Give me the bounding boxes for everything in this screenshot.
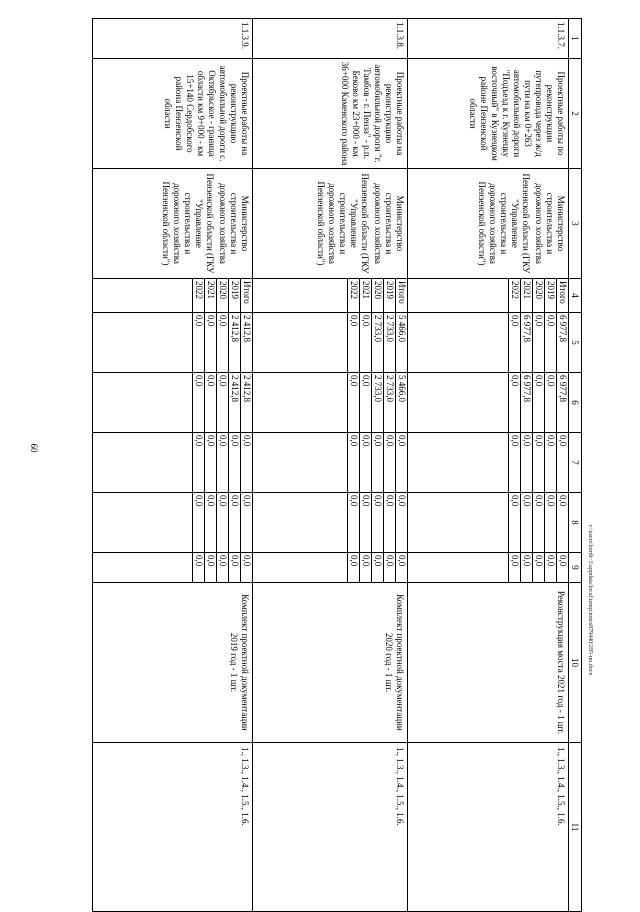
row-code: 1.1.3.9. [93,19,253,59]
column-header-5: 5 [569,313,582,373]
federal-budget-cell-value: 0,0 [384,433,396,492]
year-cell [408,279,569,313]
regional-budget-cell-value: 0,0 [205,373,217,432]
total-funding-cell-list [508,313,568,372]
other-sources-cell-value: 0,0 [360,553,372,582]
year-cell [253,279,408,313]
executor-institution: Пензенской области (ГКУ "Управление строительства и дорожного хозяйства Пензенской области") [316,173,370,274]
year-cell-value: 2019 [384,279,396,312]
executor-ministry: Министерство строительства и дорожного хозяйства [534,183,566,264]
total-funding-cell [253,313,408,373]
expected-result: Комплект проектной документации 2019 год - 1 шт. [93,583,253,743]
table-row [253,19,408,912]
local-budget-cell [408,493,569,553]
local-budget-cell-list [508,493,568,552]
other-sources-cell-value: 0,0 [205,553,217,582]
regional-budget-cell-list [508,373,568,432]
year-cell-value: Итого [557,279,569,312]
federal-budget-cell-value: 0,0 [217,433,229,492]
column-header-2: 2 [569,59,582,169]
total-funding-cell-value: 0,0 [545,313,557,372]
total-funding-cell-value: 0,0 [193,313,205,372]
year-cell-value: 2019 [229,279,241,312]
regional-budget-cell-value: 0,0 [545,373,557,432]
regional-budget-cell-list [347,373,407,432]
year-cell-value: 2022 [348,279,360,312]
program-table [92,18,582,912]
executor-institution: Пензенской области (ГКУ "Управление строительства и дорожного хозяйства Пензенской области") [161,173,215,274]
regional-budget-cell-value: 0,0 [217,373,229,432]
total-funding-cell-value: 0,0 [360,313,372,372]
total-funding-cell-value: 6 977,8 [521,313,533,372]
column-header-9: 9 [569,553,582,583]
federal-budget-cell-value: 0,0 [557,433,569,492]
local-budget-cell-value: 0,0 [521,493,533,552]
local-budget-cell-value: 0,0 [545,493,557,552]
other-sources-cell-value: 0,0 [384,553,396,582]
regional-budget-cell-value: 6 977,8 [521,373,533,432]
total-funding-cell-value: 2 733,0 [384,313,396,372]
regional-budget-cell [408,373,569,433]
regional-budget-cell-value: 0,0 [509,373,521,432]
regional-budget-cell-value: 0,0 [193,373,205,432]
work-name: Проектные работы на реконструкцию автомобильной дороги с. Октябрьское - граница области км 9+000 - км 15+140 Сердобского района Пензенской области [93,59,253,169]
table-container [94,18,582,911]
page-number: 60 [29,443,39,453]
other-sources-cell [93,553,253,583]
federal-budget-cell-value: 0,0 [193,433,205,492]
other-sources-cell-value: 0,0 [521,553,533,582]
other-sources-cell-value: 0,0 [229,553,241,582]
total-funding-cell-value: 0,0 [509,313,521,372]
total-funding-cell-value: 0,0 [217,313,229,372]
federal-budget-cell [408,433,569,493]
local-budget-cell-list [347,493,407,552]
footer-file-path: c:\users\bordi~1\appdata\local\temp\notes879440\295-пп.docx [587,524,593,676]
local-budget-cell-value: 0,0 [396,493,408,552]
column-header-6: 6 [569,373,582,433]
work-name: Проектные работы по реконструкции путепровода через ж/д пути на км 0+263 автомобильной дороги "Подъезд к г. Кузнецку восточный" в Кузнецком районе Пензенской области [408,59,569,169]
table-row [93,19,253,912]
column-header-11: 11 [569,743,582,912]
other-sources-cell-value: 0,0 [372,553,384,582]
other-sources-cell-value: 0,0 [557,553,569,582]
regional-budget-cell-value: 5 466,0 [396,373,408,432]
year-cell-list [347,279,407,312]
row-code: 1.1.3.7. [408,19,569,59]
expected-result: Комплект проектной документации 2020 год - 1 шт. [253,583,408,743]
federal-budget-cell-value: 0,0 [360,433,372,492]
executor-cell [93,169,253,279]
local-budget-cell-value: 0,0 [205,493,217,552]
federal-budget-cell-value: 0,0 [241,433,253,492]
column-header-3: 3 [569,169,582,279]
indicator-numbers: 1., 1.3., 1.4., 1.5., 1.6. [253,743,408,912]
executor-cell [408,169,569,279]
federal-budget-cell-value: 0,0 [521,433,533,492]
federal-budget-cell-value: 0,0 [396,433,408,492]
total-funding-cell-value: 0,0 [348,313,360,372]
regional-budget-cell-value: 2 733,0 [372,373,384,432]
header-row [569,19,582,912]
local-budget-cell-value: 0,0 [193,493,205,552]
total-funding-cell-value: 0,0 [205,313,217,372]
local-budget-cell-value: 0,0 [557,493,569,552]
total-funding-cell-value: 2 412,8 [229,313,241,372]
year-cell-value: 2022 [193,279,205,312]
local-budget-cell-value: 0,0 [509,493,521,552]
column-header-7: 7 [569,433,582,493]
executor-ministry: Министерство строительства и дорожного хозяйства [373,183,405,264]
total-funding-cell-value: 2 733,0 [372,313,384,372]
regional-budget-cell-value: 6 977,8 [557,373,569,432]
other-sources-cell-value: 0,0 [533,553,545,582]
column-header-1: 1 [569,19,582,59]
column-header-8: 8 [569,493,582,553]
local-budget-cell-value: 0,0 [384,493,396,552]
local-budget-cell-list [192,493,252,552]
federal-budget-cell-value: 0,0 [348,433,360,492]
column-header-10: 10 [569,583,582,743]
year-cell-value: Итого [396,279,408,312]
year-cell-value: 2021 [360,279,372,312]
regional-budget-cell-value: 2 412,8 [241,373,253,432]
total-funding-cell [93,313,253,373]
other-sources-cell [408,553,569,583]
year-cell-list [192,279,252,312]
regional-budget-cell-list [192,373,252,432]
year-cell-list [508,279,568,312]
other-sources-cell-list [508,553,568,582]
total-funding-cell-value: 6 977,8 [557,313,569,372]
expected-result: Реконструкция моста 2021 год - 1 шт. [408,583,569,743]
year-cell-value: 2020 [217,279,229,312]
regional-budget-cell-value: 0,0 [360,373,372,432]
regional-budget-cell [253,373,408,433]
federal-budget-cell-list [347,433,407,492]
regional-budget-cell-value: 2 412,8 [229,373,241,432]
federal-budget-cell-value: 0,0 [533,433,545,492]
local-budget-cell [253,493,408,553]
local-budget-cell-value: 0,0 [348,493,360,552]
federal-budget-cell [93,433,253,493]
federal-budget-cell-value: 0,0 [545,433,557,492]
federal-budget-cell-value: 0,0 [229,433,241,492]
other-sources-cell-value: 0,0 [241,553,253,582]
executor-institution: Пензенской области (ГКУ "Управление строительства и дорожного хозяйства Пензенской области") [477,173,531,274]
local-budget-cell-value: 0,0 [360,493,372,552]
year-cell [93,279,253,313]
executor-ministry: Министерство строительства и дорожного хозяйства [218,183,250,264]
other-sources-cell-value: 0,0 [396,553,408,582]
year-cell-value: Итого [241,279,253,312]
indicator-numbers: 1., 1.3., 1.4., 1.5., 1.6. [93,743,253,912]
year-cell-value: 2020 [372,279,384,312]
total-funding-cell-value: 2 412,8 [241,313,253,372]
local-budget-cell-value: 0,0 [241,493,253,552]
other-sources-cell-value: 0,0 [193,553,205,582]
table-row [408,19,569,912]
other-sources-cell [253,553,408,583]
total-funding-cell-list [347,313,407,372]
regional-budget-cell [93,373,253,433]
local-budget-cell [93,493,253,553]
local-budget-cell-value: 0,0 [533,493,545,552]
other-sources-cell-value: 0,0 [217,553,229,582]
work-name: Проектные работы на реконструкцию автомобильной дороги "г. Тамбов - г. Пенза" - р.п. Беково км 23+000 - км 36+000 Каменского района [253,59,408,169]
regional-budget-cell-value: 2 733,0 [384,373,396,432]
total-funding-cell [408,313,569,373]
executor-cell [253,169,408,279]
year-cell-value: 2021 [205,279,217,312]
federal-budget-cell [253,433,408,493]
local-budget-cell-value: 0,0 [229,493,241,552]
column-header-4: 4 [569,279,582,313]
row-code: 1.1.3.8. [253,19,408,59]
year-cell-value: 2019 [545,279,557,312]
other-sources-cell-value: 0,0 [545,553,557,582]
total-funding-cell-value: 5 466,0 [396,313,408,372]
federal-budget-cell-list [192,433,252,492]
federal-budget-cell-value: 0,0 [372,433,384,492]
other-sources-cell-list [192,553,252,582]
federal-budget-cell-value: 0,0 [205,433,217,492]
local-budget-cell-value: 0,0 [372,493,384,552]
regional-budget-cell-value: 0,0 [533,373,545,432]
federal-budget-cell-value: 0,0 [509,433,521,492]
year-cell-value: 2021 [521,279,533,312]
other-sources-cell-value: 0,0 [509,553,521,582]
total-funding-cell-list [192,313,252,372]
other-sources-cell-list [347,553,407,582]
regional-budget-cell-value: 0,0 [348,373,360,432]
indicator-numbers: 1., 1.3., 1.4., 1.5., 1.6. [408,743,569,912]
total-funding-cell-value: 0,0 [533,313,545,372]
local-budget-cell-value: 0,0 [217,493,229,552]
federal-budget-cell-list [508,433,568,492]
year-cell-value: 2020 [533,279,545,312]
other-sources-cell-value: 0,0 [348,553,360,582]
year-cell-value: 2022 [509,279,521,312]
